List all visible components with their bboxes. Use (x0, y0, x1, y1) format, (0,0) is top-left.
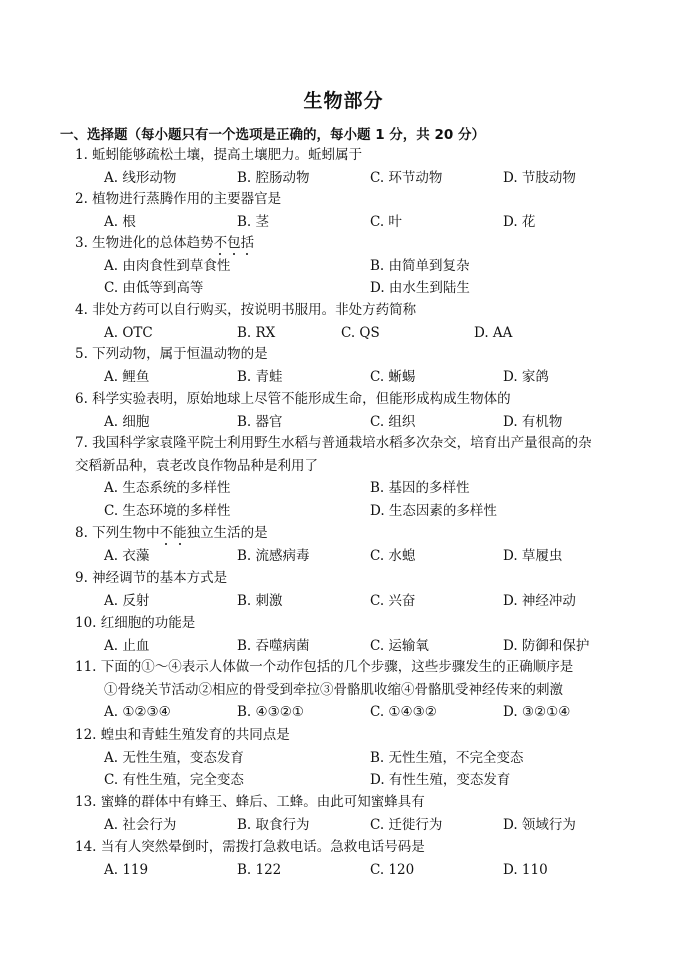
question-number: 1. (75, 147, 93, 163)
page-title: 生物部分 (303, 90, 384, 112)
option-b: B. 器官 (237, 413, 283, 430)
option-a: A. 由肉食性到草食性 (104, 257, 231, 274)
option-c: C. 环节动物 (370, 169, 443, 186)
question-number: 8. (75, 525, 93, 541)
option-a: A. 细胞 (104, 413, 150, 430)
emphasized-char: 括 (240, 235, 255, 251)
question-6 (75, 390, 511, 408)
question-13 (75, 793, 425, 811)
option-c: C. 蜥蜴 (370, 368, 416, 385)
option-c: C. 迁徙行为 (370, 816, 443, 833)
option-d: D. 家鸽 (503, 368, 549, 385)
question-text: 下列动物，属于恒温动物的是 (92, 346, 268, 362)
question-number: 10. (75, 615, 101, 631)
option-b: B. 取食行为 (237, 816, 310, 833)
option-c: C. 运输氧 (370, 637, 429, 654)
question-number: 12. (75, 727, 101, 743)
question-text: 生物进化的总体趋势 (92, 235, 214, 251)
question-number: 2. (75, 191, 93, 207)
question-text: 非处方药可以自行购买，按说明书服用。非处方药简称 (92, 302, 417, 318)
question-number: 3. (75, 235, 93, 251)
question-7 (75, 434, 592, 452)
option-c: C. 由低等到高等 (104, 280, 204, 296)
option-a: A. OTC (104, 324, 153, 341)
option-d: D. 由水生到陆生 (370, 280, 470, 296)
question-text: 科学实验表明，原始地球上尽管不能形成生命，但能形成构成生物体的 (92, 391, 511, 407)
option-a: A. 生态系统的多样性 (104, 480, 231, 496)
question-text: 当有人突然晕倒时，需拨打急救电话。急救电话号码是 (100, 839, 425, 855)
question-text: 神经调节的基本方式是 (92, 570, 228, 586)
question-2 (75, 190, 281, 208)
option-d: D. 有性生殖，变态发育 (370, 772, 511, 788)
question-number: 11. (75, 659, 101, 675)
option-d: D. AA (474, 324, 513, 341)
option-b: B. 刺激 (237, 592, 283, 609)
option-a: A. 根 (104, 213, 136, 230)
option-c: C. 有性生殖，完全变态 (104, 772, 244, 788)
option-c: C. 兴奋 (370, 592, 416, 609)
question-number: 9. (75, 570, 93, 586)
option-c: C. 叶 (370, 213, 402, 230)
question-text: 红细胞的功能是 (100, 615, 196, 631)
question-8 (75, 524, 268, 542)
option-a: A. 止血 (104, 637, 150, 654)
option-c: C. 120 (370, 861, 415, 878)
question-number: 6. (75, 391, 93, 407)
option-a: A. 社会行为 (104, 816, 177, 833)
question-text: 蜜蜂的群体中有蜂王、蜂后、工蜂。由此可知蜜蜂具有 (100, 794, 425, 810)
option-c: C. 组织 (370, 413, 416, 430)
option-b: B. ④③②① (237, 704, 304, 720)
question-3 (75, 234, 254, 252)
option-c: C. 水螅 (370, 547, 416, 564)
option-d: D. 防御和保护 (503, 637, 590, 654)
emphasized-char: 不 (159, 525, 174, 541)
question-text: 下面的①～④表示人体做一个动作包括的几个步骤，这些步骤发生的正确顺序是 (100, 659, 574, 675)
question-14 (75, 838, 425, 856)
question-10 (75, 614, 195, 632)
option-a: A. ①②③④ (104, 704, 171, 720)
question-11 (75, 658, 573, 676)
option-d: D. 草履虫 (503, 547, 563, 564)
question-text: 植物进行蒸腾作用的主要器官是 (92, 191, 282, 207)
option-b: B. 基因的多样性 (370, 480, 470, 496)
option-c: C. ①④③② (370, 704, 437, 720)
option-b: B. 吞噬病菌 (237, 637, 310, 654)
question-text: 独立生活的是 (186, 525, 268, 541)
emphasized-char: 不 (213, 235, 228, 251)
option-a: A. 鲤鱼 (104, 368, 150, 385)
question-text: 下列生物中 (92, 525, 160, 541)
question-5 (75, 345, 268, 363)
option-a: A. 119 (104, 861, 149, 878)
question-12 (75, 726, 290, 744)
option-d: D. 生态因素的多样性 (370, 502, 497, 519)
option-c: C. QS (341, 324, 380, 341)
question-9 (75, 569, 227, 587)
option-a: A. 衣藻 (104, 547, 150, 564)
option-d: D. 110 (503, 861, 548, 878)
question-text-continued: ①骨绕关节活动②相应的骨受到牵拉③骨骼肌收缩④骨骼肌受神经传来的刺激 (104, 681, 563, 698)
question-1 (75, 146, 362, 164)
option-b: B. 122 (237, 861, 282, 878)
question-text: 我国科学家袁隆平院士利用野生水稻与普通栽培水稻多次杂交，培育出产量很高的杂 (92, 435, 592, 451)
option-b: B. 无性生殖，不完全变态 (370, 749, 524, 766)
option-d: D. 花 (503, 213, 536, 230)
emphasized-char: 包 (227, 235, 241, 251)
question-number: 14. (75, 839, 101, 855)
option-a: A. 反射 (104, 592, 150, 609)
question-text: 蚯蚓能够疏松土壤，提高土壤肥力。蚯蚓属于 (92, 147, 363, 163)
section-heading: 一、选择题（每小题只有一个选项是正确的，每小题 1 分，共 20 分） (60, 127, 485, 143)
option-b: B. 流感病毒 (237, 547, 310, 564)
question-number: 13. (75, 794, 101, 810)
option-b: B. 由简单到复杂 (370, 257, 470, 274)
option-b: B. 茎 (237, 213, 270, 230)
option-d: D. 有机物 (503, 413, 563, 430)
option-d: D. 节肢动物 (503, 169, 576, 186)
option-d: D. ③②①④ (503, 704, 571, 720)
option-d: D. 神经冲动 (503, 592, 576, 609)
emphasized-char: 能 (173, 525, 187, 541)
question-number: 4. (75, 302, 93, 318)
question-number: 5. (75, 346, 93, 362)
option-a: A. 无性生殖，变态发育 (104, 749, 244, 766)
question-text-continued: 交稻新品种，袁老改良作物品种是利用了 (75, 457, 318, 474)
question-number: 7. (75, 435, 93, 451)
option-b: B. RX (237, 324, 276, 341)
question-text: 蝗虫和青蛙生殖发育的共同点是 (100, 727, 290, 743)
option-d: D. 领域行为 (503, 816, 576, 833)
option-b: B. 青蛙 (237, 368, 283, 385)
option-c: C. 生态环境的多样性 (104, 502, 231, 519)
option-b: B. 腔肠动物 (237, 169, 310, 186)
question-4 (75, 301, 416, 319)
option-a: A. 线形动物 (104, 169, 177, 186)
